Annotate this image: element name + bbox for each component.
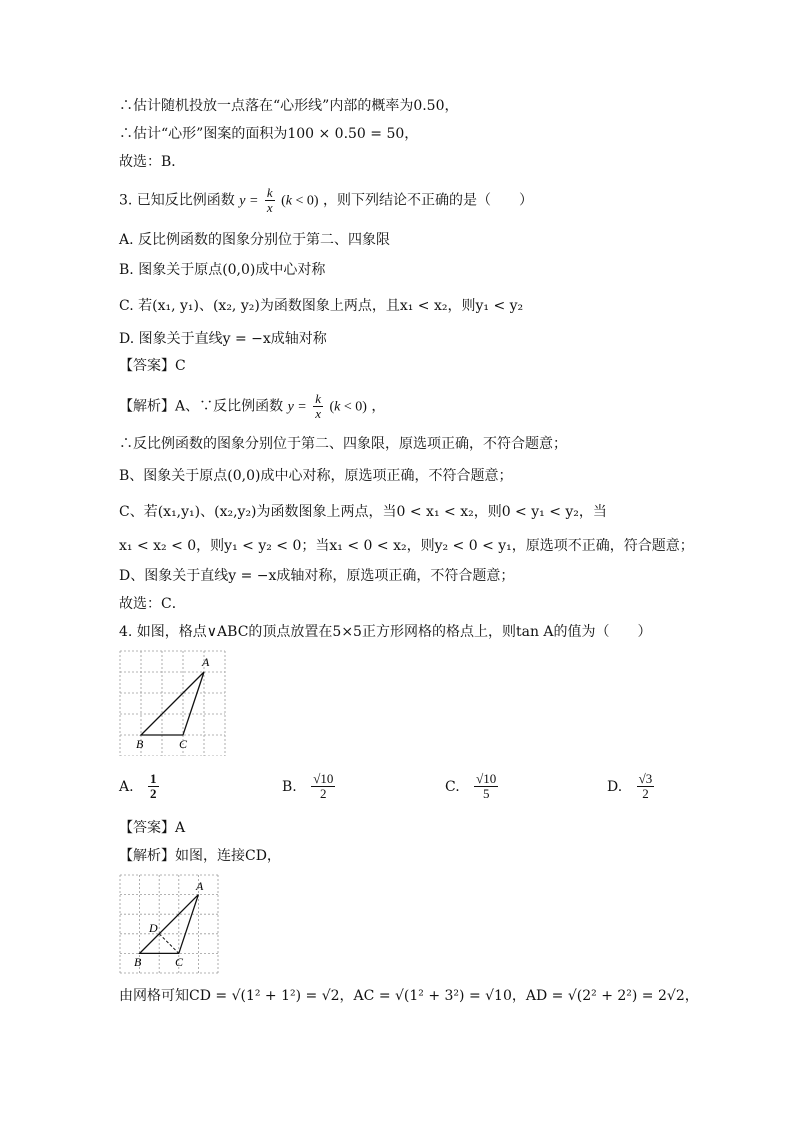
q3-condition: (k < 0)	[281, 193, 319, 209]
q4-final-line: 由网格可知CD = √(1² + 1²) = √2，AC = √(1² + 3²) = √10，AD = √(2² + 2²) = 2√2，	[119, 988, 699, 1004]
choice-fraction	[637, 772, 655, 801]
fraction-denominator: 2	[642, 786, 649, 801]
fraction-denominator: 2	[320, 786, 327, 801]
q4-explanation: 【解析】如图，连接CD，	[119, 848, 281, 864]
q3-explanation-line: C、若(x₁,y₁)、(x₂,y₂)为函数图象上两点，当0 < x₁ < x₂，则0 < y₁ < y₂，当	[119, 504, 607, 520]
q3-expl-prefix: 【解析】A、∵反比例函数	[119, 398, 284, 415]
fraction-numerator: √10	[476, 771, 497, 786]
q3-explanation-head	[119, 392, 385, 421]
q3-expl-y: y =	[287, 399, 307, 415]
choice-fraction	[474, 772, 498, 801]
q3-fraction	[265, 186, 275, 215]
q3-y: y =	[239, 193, 259, 209]
vertex-d-label: D	[149, 921, 158, 935]
q3-prefix: 3. 已知反比例函数	[119, 192, 235, 209]
fraction-numerator: √3	[638, 771, 653, 786]
q3-expl-fraction	[313, 392, 323, 421]
vertex-c-label: C	[175, 955, 184, 969]
text-line: ∴估计“心形”图案的面积为100 × 0.50 = 50，	[119, 126, 419, 142]
q3-explanation-line: D、图象关于直线y = −x成轴对称，原选项正确，不符合题意；	[119, 568, 515, 584]
vertex-c-label: C	[179, 737, 188, 751]
fraction-numerator: k	[266, 185, 273, 200]
q3-option-a: A. 反比例函数的图象分别位于第二、四象限	[119, 232, 391, 248]
triangle-figure-1	[119, 650, 229, 760]
vertex-a-label: A	[196, 879, 204, 893]
vertex-b-label: B	[136, 737, 144, 751]
triangle-abc	[141, 672, 204, 735]
q4-answer: 【答案】A	[119, 820, 186, 836]
choice-c	[445, 772, 500, 801]
q3-answer: 【答案】C	[119, 358, 186, 374]
question-4: 4. 如图，格点∨ABC的顶点放置在5×5正方形网格的格点上，则tan A的值为（ ）	[119, 624, 652, 640]
fraction-numerator: k	[315, 391, 321, 406]
choice-label: B.	[282, 778, 297, 795]
choice-label: D.	[607, 778, 623, 795]
fraction-denominator: x	[315, 406, 321, 421]
q3-explanation-line: 故选：C．	[119, 596, 186, 612]
q3-expl-condition: (k < 0)	[329, 399, 367, 415]
fraction-denominator: 5	[482, 786, 490, 801]
choice-label: C.	[445, 778, 460, 795]
segment-cd	[159, 934, 179, 954]
q3-option-b: B. 图象关于原点(0,0)成中心对称	[119, 262, 326, 278]
q3-explanation-line: x₁ < x₂ < 0，则y₁ < y₂ < 0；当x₁ < 0 < x₂，则y₂ < 0 < y₁，原选项不正确，符合题意；	[119, 538, 694, 554]
fraction-denominator: 2	[150, 786, 157, 801]
choice-label: A.	[119, 778, 134, 795]
question-3	[119, 186, 533, 215]
vertex-a-label: A	[202, 655, 210, 669]
fraction-numerator: √10	[313, 771, 334, 786]
choice-a	[119, 772, 161, 801]
q3-expl-suffix: ，	[371, 398, 386, 415]
triangle-figure-2	[119, 874, 223, 978]
vertex-b-label: B	[134, 955, 142, 969]
text-line: ∴估计随机投放一点落在“心形线”内部的概率为0.50，	[119, 98, 459, 114]
q3-explanation-line: B、图象关于原点(0,0)成中心对称，原选项正确，不符合题意；	[119, 468, 513, 484]
choice-fraction	[311, 772, 335, 801]
fraction-denominator: x	[266, 200, 273, 215]
choice-d	[607, 772, 656, 801]
q3-explanation-line: ∴反比例函数的图象分别位于第二、四象限，原选项正确，不符合题意；	[119, 436, 567, 452]
q3-suffix: ，则下列结论不正确的是（ ）	[323, 192, 534, 209]
text-line: 故选：B．	[119, 154, 186, 170]
q3-option-c: C. 若(x₁, y₁)、(x₂, y₂)为函数图象上两点，且x₁ < x₂，则y₁ < y₂	[119, 298, 524, 314]
grid-triangle-diagram-cd	[119, 874, 223, 974]
grid-triangle-diagram	[119, 650, 229, 756]
choice-fraction	[148, 772, 159, 801]
q3-option-d: D. 图象关于直线y = −x成轴对称	[119, 331, 327, 347]
fraction-numerator: 1	[150, 771, 157, 786]
choice-b	[282, 772, 337, 801]
